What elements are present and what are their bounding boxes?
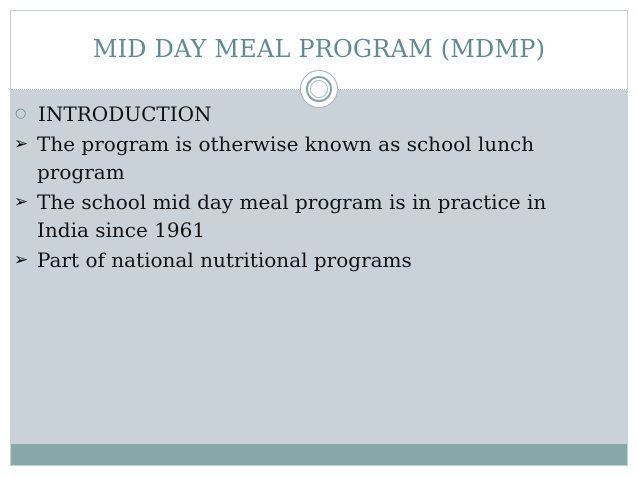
arrowhead-bullet-icon: ➢ — [14, 250, 29, 270]
bullet-item-since-1961 — [14, 188, 599, 244]
bullet-text: The program is otherwise known as school lunch program — [37, 132, 535, 184]
bullet-item-national-programs — [14, 246, 599, 274]
circle-bullet-icon: ○ — [15, 106, 27, 121]
slide-title: MID DAY MEAL PROGRAM (MDMP) — [92, 35, 546, 63]
bullet-list — [14, 100, 599, 276]
ornament-inner-ring — [306, 76, 332, 102]
footer-band — [11, 444, 627, 465]
bullet-item-school-lunch — [14, 130, 599, 186]
bullet-text: The school mid day meal program is in practice in India since 1961 — [37, 190, 547, 242]
arrowhead-bullet-icon: ➢ — [14, 192, 29, 212]
bullet-text: Part of national nutritional programs — [37, 248, 412, 272]
arrowhead-bullet-icon: ➢ — [14, 134, 29, 154]
bullet-item-introduction — [14, 100, 599, 128]
bullet-text: INTRODUCTION — [38, 102, 212, 126]
